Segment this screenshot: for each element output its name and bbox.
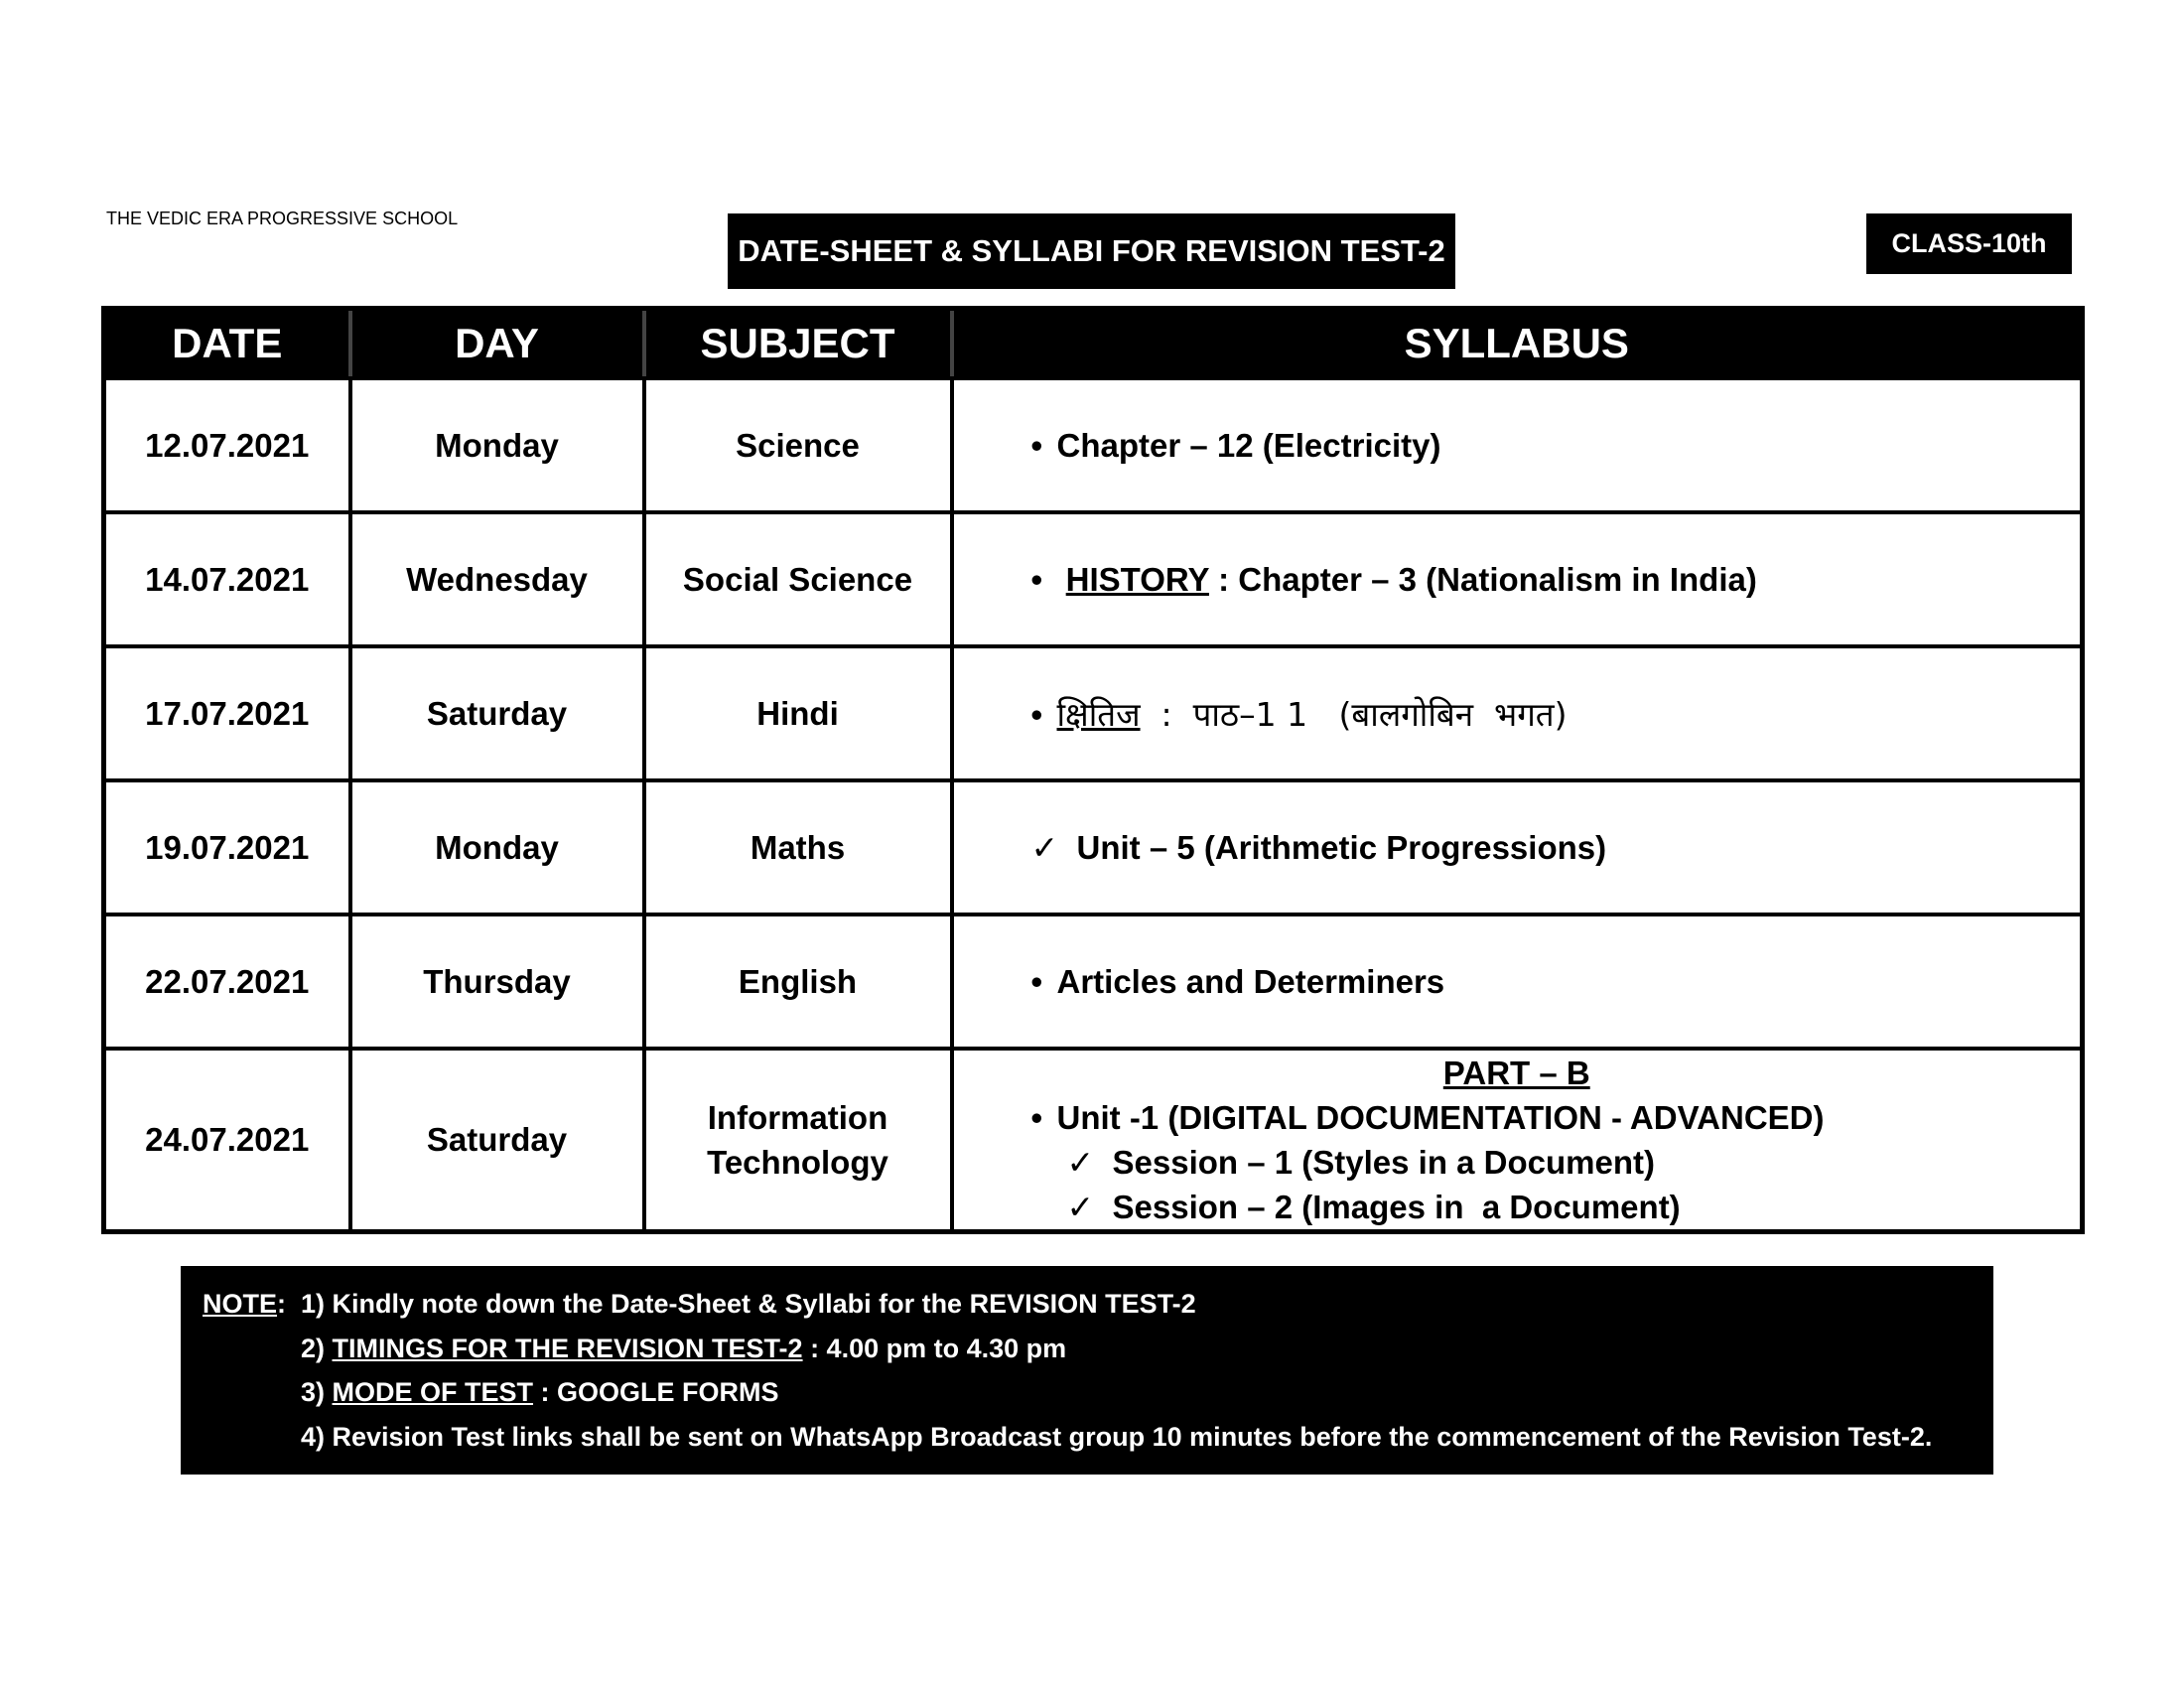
subject-cell: English bbox=[644, 914, 952, 1049]
note-item-label: MODE OF TEST bbox=[332, 1377, 534, 1407]
date-cell: 14.07.2021 bbox=[104, 512, 350, 646]
syllabus-cell bbox=[952, 780, 2083, 914]
table-row bbox=[104, 780, 2083, 914]
syllabus-text: Articles and Determiners bbox=[1056, 962, 1445, 1000]
syllabus-text: Chapter – 12 (Electricity) bbox=[1056, 426, 1441, 464]
day-cell: Monday bbox=[350, 378, 644, 512]
unit-text: Unit -1 (DIGITAL DOCUMENTATION - ADVANCED) bbox=[1056, 1099, 1825, 1136]
subject-cell: Hindi bbox=[644, 646, 952, 780]
class-badge: CLASS-10th bbox=[1866, 213, 2072, 274]
day-cell: Monday bbox=[350, 780, 644, 914]
subject-line: Information bbox=[707, 1099, 888, 1136]
note-line: 3) MODE OF TEST : GOOGLE FORMS bbox=[301, 1377, 779, 1407]
date-cell: 19.07.2021 bbox=[104, 780, 350, 914]
session-text: Session – 2 (Images in a Document) bbox=[1112, 1189, 1681, 1225]
column-header-date: DATE bbox=[104, 309, 350, 379]
subject-cell: Social Science bbox=[644, 512, 952, 646]
day-cell: Saturday bbox=[350, 1049, 644, 1232]
date-cell: 24.07.2021 bbox=[104, 1049, 350, 1232]
syllabus-cell bbox=[952, 914, 2083, 1049]
subject-line: Technology bbox=[707, 1144, 888, 1181]
table-row bbox=[104, 512, 2083, 646]
school-name: THE VEDIC ERA PROGRESSIVE SCHOOL bbox=[106, 209, 459, 228]
session-line bbox=[1031, 1185, 2081, 1229]
document-title: DATE-SHEET & SYLLABI FOR REVISION TEST-2 bbox=[728, 213, 1455, 289]
bullet-icon: • bbox=[1030, 560, 1043, 598]
checkmark-icon: ✓ bbox=[1066, 1144, 1095, 1181]
checkmark-icon: ✓ bbox=[1066, 1189, 1095, 1225]
session-line bbox=[1031, 1140, 2081, 1185]
syllabus-label: क्षितिज bbox=[1056, 695, 1141, 734]
note-item-value: : 4.00 pm to 4.30 pm bbox=[802, 1333, 1067, 1363]
subject-cell: Maths bbox=[644, 780, 952, 914]
note-line bbox=[203, 1415, 1972, 1460]
note-line: 2) TIMINGS FOR THE REVISION TEST-2 : 4.00 pm to 4.30 pm bbox=[301, 1333, 1067, 1363]
part-heading: PART – B bbox=[1442, 1055, 1590, 1091]
note-box bbox=[181, 1266, 1993, 1475]
bullet-icon: • bbox=[1030, 962, 1043, 1000]
syllabus-cell bbox=[952, 378, 2083, 512]
bullet-icon: • bbox=[1030, 696, 1043, 733]
syllabus-label: HISTORY bbox=[1065, 560, 1209, 598]
syllabus-text: : पाठ–1 1 (बालगोबिन भगत) bbox=[1140, 695, 1568, 734]
syllabus-cell bbox=[952, 1049, 2083, 1232]
table-row bbox=[104, 378, 2083, 512]
table-header-row bbox=[104, 309, 2083, 379]
unit-line bbox=[1031, 1095, 2081, 1140]
bullet-icon: • bbox=[1030, 1099, 1043, 1136]
syllabus-cell bbox=[952, 512, 2083, 646]
note-label: NOTE bbox=[203, 1289, 278, 1319]
table-row bbox=[104, 914, 2083, 1049]
date-sheet-table bbox=[101, 306, 2085, 1234]
note-line: NOTE: 1) Kindly note down the Date-Sheet & Syllabi for the REVISION TEST-2 bbox=[203, 1289, 1196, 1319]
date-cell: 12.07.2021 bbox=[104, 378, 350, 512]
syllabus-text: Unit – 5 (Arithmetic Progressions) bbox=[1076, 829, 1607, 866]
note-item: 1) Kindly note down the Date-Sheet & Syllabi for the REVISION TEST-2 bbox=[301, 1289, 1196, 1319]
note-item-value: : GOOGLE FORMS bbox=[533, 1377, 779, 1407]
column-header-syllabus: SYLLABUS bbox=[952, 309, 2083, 379]
bullet-icon: • bbox=[1030, 426, 1043, 464]
column-header-day: DAY bbox=[350, 309, 644, 379]
day-cell: Thursday bbox=[350, 914, 644, 1049]
syllabus-text: : Chapter – 3 (Nationalism in India) bbox=[1208, 560, 1757, 598]
table-row bbox=[104, 1049, 2083, 1232]
session-text: Session – 1 (Styles in a Document) bbox=[1112, 1144, 1655, 1181]
note-item: 4) Revision Test links shall be sent on WhatsApp Broadcast group 10 minutes before the commencement of the Revision Test-2. bbox=[301, 1421, 1933, 1452]
day-cell: Saturday bbox=[350, 646, 644, 780]
table-row bbox=[104, 646, 2083, 780]
day-cell: Wednesday bbox=[350, 512, 644, 646]
date-cell: 17.07.2021 bbox=[104, 646, 350, 780]
column-header-subject: SUBJECT bbox=[644, 309, 952, 379]
syllabus-cell bbox=[952, 646, 2083, 780]
subject-cell: Science bbox=[644, 378, 952, 512]
date-cell: 22.07.2021 bbox=[104, 914, 350, 1049]
checkmark-icon: ✓ bbox=[1030, 829, 1059, 866]
subject-cell bbox=[644, 1049, 952, 1232]
note-item-label: TIMINGS FOR THE REVISION TEST-2 bbox=[332, 1333, 803, 1363]
